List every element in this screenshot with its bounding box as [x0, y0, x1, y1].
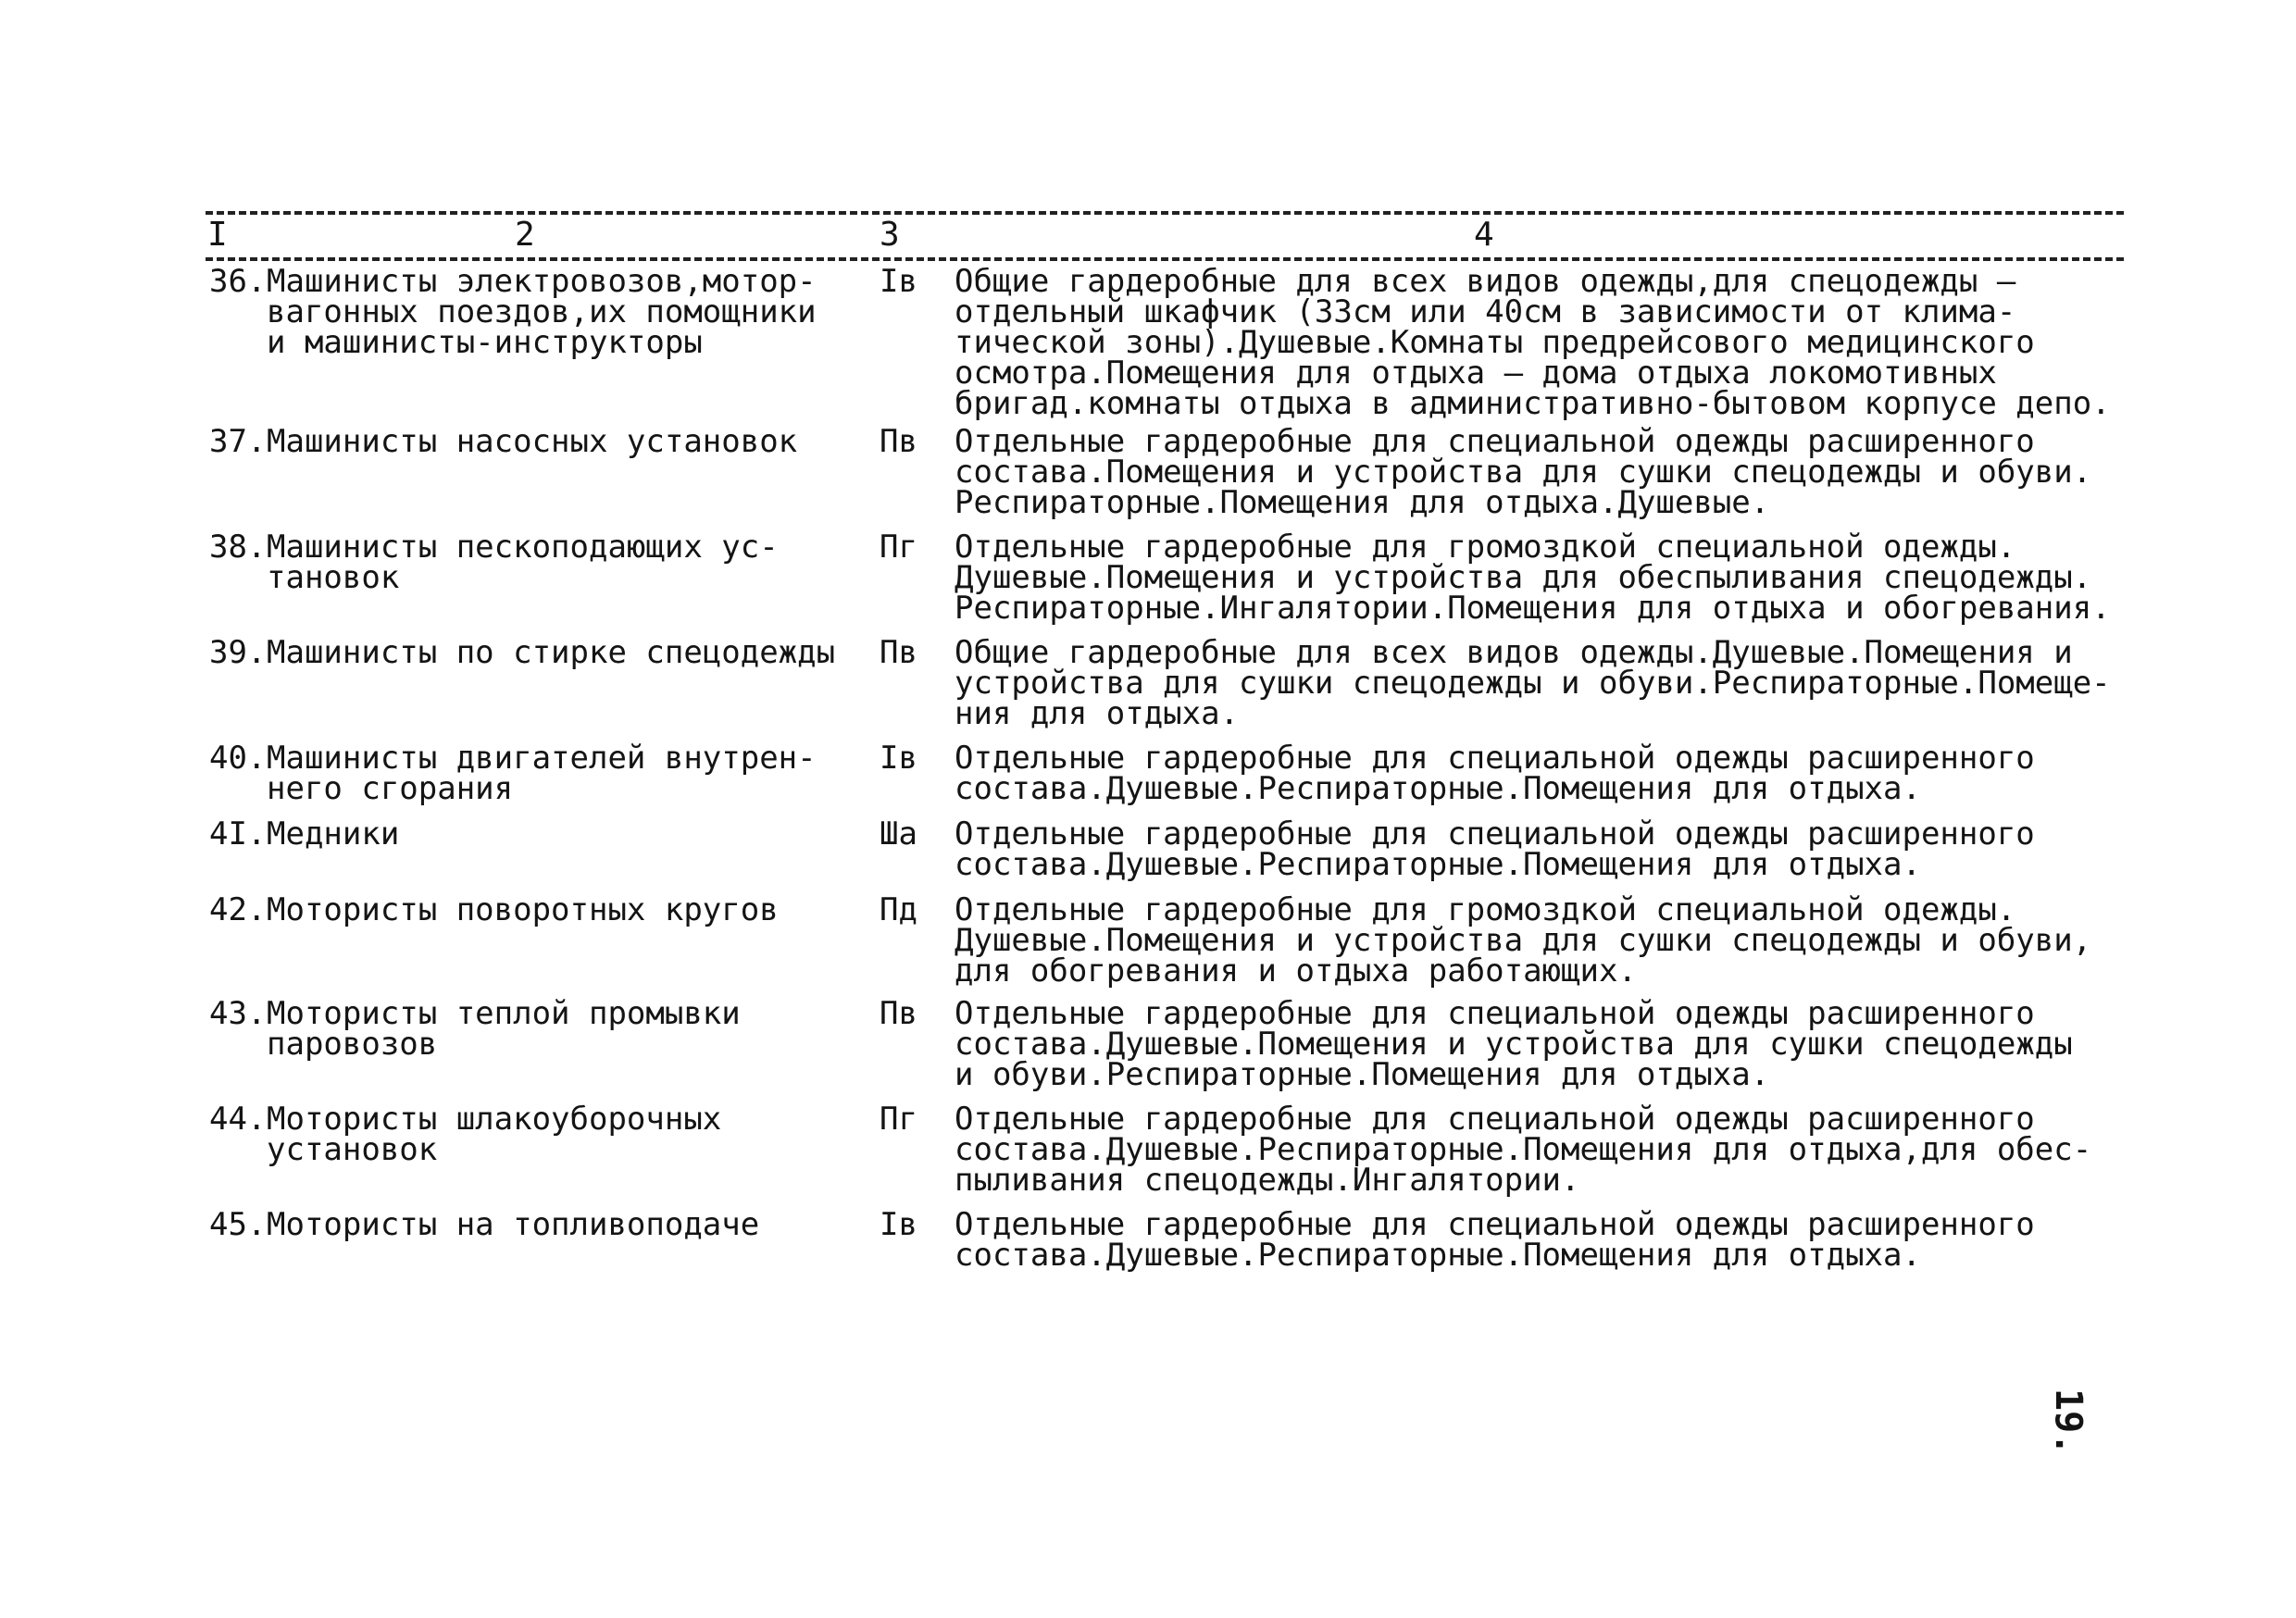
occupation-name: Машинисты по стирке спецодежды — [267, 634, 836, 671]
group-code: Пг — [880, 529, 917, 566]
row-number: 43. — [209, 995, 267, 1032]
group-code: Iв — [880, 740, 917, 777]
facilities-description: Отдельные гардеробные для специальной одежды расширенного состава.Помещения и устройства для сушки спецодежды и обуви. Респираторные.Помещения для отдыха.Душевые. — [955, 423, 2092, 521]
table-row — [209, 995, 2126, 1104]
table-row — [209, 263, 2126, 427]
column-header-4: 4 — [1474, 216, 1494, 254]
row-number: 39. — [209, 634, 267, 671]
facilities-description: Отдельные гардеробные для специальной одежды расширенного состава.Душевые.Помещения и устройства для сушки спецодежды и обуви.Респираторные.Помещения для отдыха. — [955, 995, 2073, 1093]
occupation-name: Мотористы шлакоуборочных установок — [267, 1101, 722, 1168]
column-header-3: 3 — [880, 216, 900, 254]
table-row — [209, 740, 2126, 819]
row-number: 38. — [209, 529, 267, 566]
occupation-name: Машинисты пескоподающих ус- тановок — [267, 529, 779, 596]
column-header-2: 2 — [515, 216, 535, 254]
facilities-description: Отдельные гардеробные для громоздкой специальной одежды. Душевые.Помещения и устройства для сушки спецодежды и обуви, для обогревания и отдыха работающих. — [955, 891, 2092, 989]
table-row — [209, 634, 2126, 743]
group-code: Ша — [880, 815, 917, 853]
occupation-name: Машинисты двигателей внутрен- него сгорания — [267, 740, 817, 807]
page-number: 19. — [2047, 1388, 2090, 1456]
facilities-description: Общие гардеробные для всех видов одежды.Душевые.Помещения и устройства для сушки спецодежды и обуви.Респираторные.Помеще- ния для отдыха. — [955, 634, 2111, 732]
facilities-description: Отдельные гардеробные для специальной одежды расширенного состава.Душевые.Респираторные.Помещения для отдыха,для обес- пыливания спецодежды.Ингалятории. — [955, 1101, 2092, 1199]
group-code: Пв — [880, 423, 917, 460]
occupation-name: Машинисты электровозов,мотор- вагонных поездов,их помощники и машинисты-инструкторы — [267, 263, 817, 361]
table-body — [209, 263, 2126, 1284]
row-number: 4I. — [209, 815, 267, 853]
occupation-name: Мотористы теплой промывки паровозов — [267, 995, 741, 1063]
group-code: Пд — [880, 891, 917, 928]
table-row — [209, 891, 2126, 999]
group-code: Iв — [880, 1206, 917, 1243]
header-bottom-rule — [206, 257, 2124, 261]
occupation-name: Мотористы поворотных кругов — [267, 891, 779, 928]
table-row — [209, 1101, 2126, 1210]
group-code: Iв — [880, 263, 917, 300]
facilities-description: Отдельные гардеробные для специальной одежды расширенного состава.Душевые.Респираторные.Помещения для отдыха. — [955, 1206, 2035, 1274]
occupation-name: Мотористы на топливоподаче — [267, 1206, 760, 1243]
row-number: 36. — [209, 263, 267, 300]
row-number: 45. — [209, 1206, 267, 1243]
group-code: Пв — [880, 634, 917, 671]
table-row — [209, 423, 2126, 532]
facilities-description: Общие гардеробные для всех видов одежды,для спецодежды – отдельный шкафчик (33см или 40см в зависимости от клима- тической зоны).Душевые.Комнаты предрейсового медицинского осмотра.Помещения для отдыха – дома отдыха локомотивных бригад.комнаты отдыха в административно-бытовом корпусе депо. — [955, 263, 2111, 422]
row-number: 37. — [209, 423, 267, 460]
group-code: Пв — [880, 995, 917, 1032]
facilities-description: Отдельные гардеробные для специальной одежды расширенного состава.Душевые.Респираторные.Помещения для отдыха. — [955, 815, 2035, 883]
occupation-name: Медники — [267, 815, 400, 853]
table-row — [209, 529, 2126, 638]
group-code: Пг — [880, 1101, 917, 1138]
facilities-description: Отдельные гардеробные для специальной одежды расширенного состава.Душевые.Респираторные.Помещения для отдыха. — [955, 740, 2035, 807]
facilities-description: Отдельные гардеробные для громоздкой специальной одежды. Душевые.Помещения и устройства для обеспыливания спецодежды. Респираторные.Ингалятории.Помещения для отдыха и обогревания. — [955, 529, 2111, 627]
column-header-1: I — [207, 216, 228, 254]
header-top-rule — [206, 211, 2124, 215]
row-number: 44. — [209, 1101, 267, 1138]
row-number: 40. — [209, 740, 267, 777]
table-row — [209, 1206, 2126, 1284]
table-row — [209, 815, 2126, 895]
row-number: 42. — [209, 891, 267, 928]
occupation-name: Машинисты насосных установок — [267, 423, 798, 460]
